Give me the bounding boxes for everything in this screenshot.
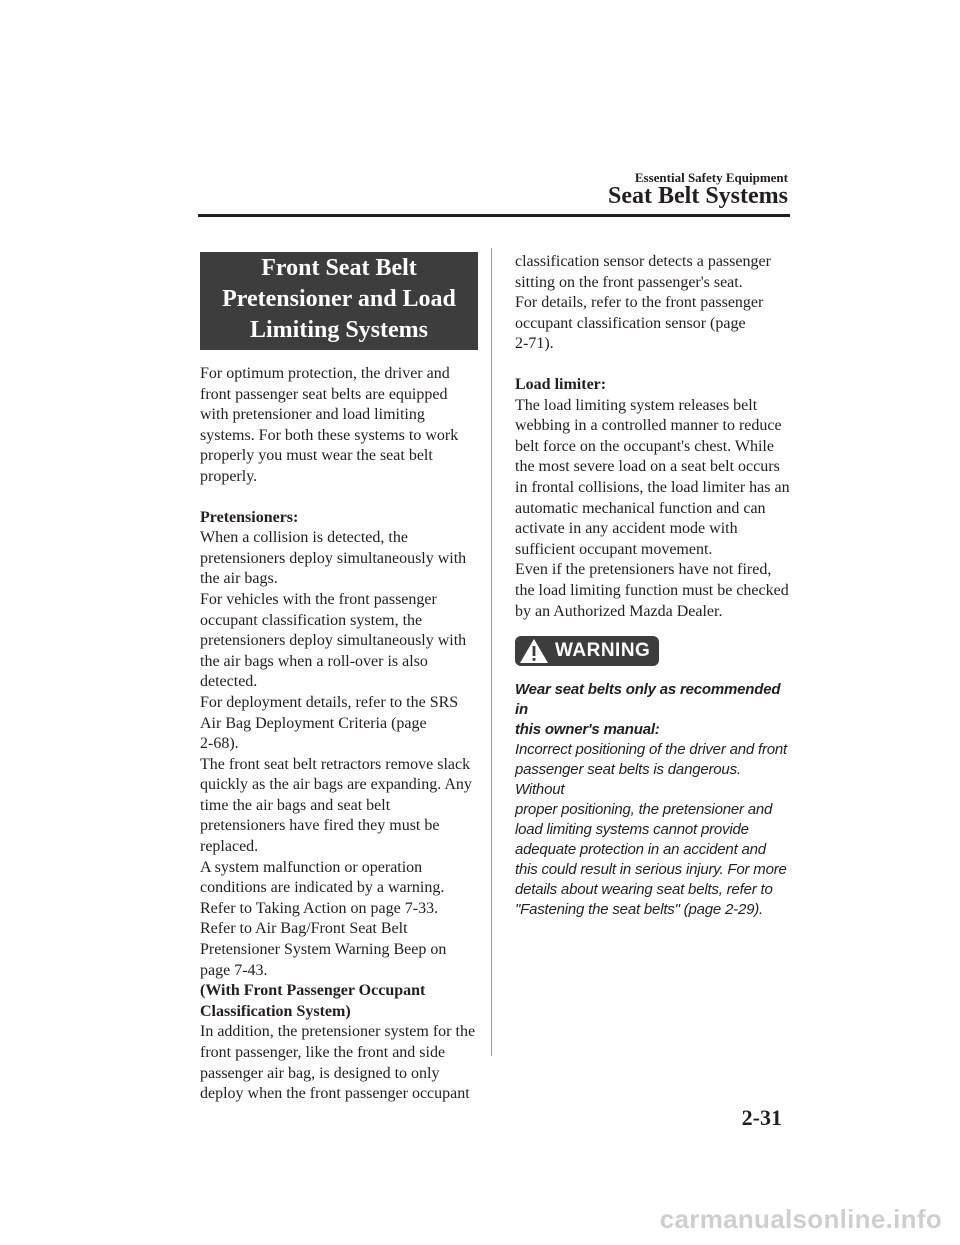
warning-heading: [515, 680, 790, 740]
banner-line: Limiting Systems: [249, 317, 428, 343]
text-line: sufficient occupant movement.: [515, 540, 713, 558]
text-line: deploy when the front passenger occupant: [200, 1085, 470, 1103]
watermark: carmanualsonline.info: [659, 1204, 942, 1234]
spacer: [200, 488, 478, 508]
text-line: properly.: [200, 467, 258, 485]
header-section-label: Essential Safety Equipment: [634, 170, 788, 185]
classification-heading: [200, 981, 478, 1022]
text-line: (With Front Passenger Occupant: [200, 982, 426, 1000]
text-line: pretensioners deploy simultaneously with: [200, 549, 467, 567]
banner-line: Pretensioner and Load: [222, 286, 456, 312]
text-line: Classification System): [200, 1002, 351, 1020]
pretensioners-body: [200, 528, 478, 981]
text-line: For optimum protection, the driver and: [200, 365, 450, 382]
text-line: the most severe load on a seat belt occurs: [515, 458, 780, 476]
text-line: passenger seat belts is dangerous. Without: [515, 761, 741, 799]
text-line: properly you must wear the seat belt: [200, 447, 433, 465]
text-line: in frontal collisions, the load limiter has an: [515, 478, 790, 496]
page-title: Seat Belt Systems: [608, 183, 788, 209]
text-line: load limiting systems cannot provide: [515, 821, 749, 839]
text-line: automatic mechanical function and can: [515, 499, 766, 517]
section-banner: [200, 252, 478, 350]
text-line: the air bags.: [200, 570, 278, 588]
text-line: pretensioners have fired they must be: [200, 817, 440, 835]
page-number: 2-31: [741, 1105, 782, 1130]
text-line: "Fastening the seat belts" (page 2-29).: [515, 901, 763, 919]
text-line: classification sensor detects a passenger: [515, 253, 771, 270]
continued-paragraph: [515, 252, 790, 355]
text-line: When a collision is detected, the: [200, 529, 408, 547]
text-line: Even if the pretensioners have not fired,: [515, 561, 772, 579]
text-line: proper positioning, the pretensioner and: [515, 801, 773, 819]
text-line: with pretensioner and load limiting: [200, 406, 425, 424]
text-line: The load limiting system releases belt: [515, 396, 758, 414]
text-line: Refer to Air Bag/Front Seat Belt: [200, 920, 408, 938]
intro-paragraph: [200, 364, 478, 488]
text-line: replaced.: [200, 838, 259, 856]
warning-body: [515, 740, 790, 920]
text-line: front passenger, like the front and side: [200, 1044, 446, 1061]
warning-text: [515, 680, 790, 920]
text-line: webbing in a controlled manner to reduce: [515, 417, 782, 435]
text-line: conditions are indicated by a warning.: [200, 879, 445, 897]
text-line: adequate protection in an accident and: [515, 841, 766, 859]
text-line: page 7-43.: [200, 961, 268, 979]
text-line: the air bags when a roll-over is also: [200, 652, 428, 670]
text-line: The front seat belt retractors remove slack: [200, 755, 471, 773]
text-line: pretensioners deploy simultaneously with: [200, 632, 467, 650]
text-line: occupant classification sensor (page: [515, 314, 746, 332]
text-line: details about wearing seat belts, refer to: [515, 881, 773, 899]
text-line: For details, refer to the front passenger: [515, 294, 764, 312]
left-column: [200, 252, 478, 1105]
text-line: passenger air bag, is designed to only: [200, 1064, 440, 1082]
text-line: Incorrect positioning of the driver and front: [515, 741, 787, 759]
text-line: Pretensioner System Warning Beep on: [200, 941, 447, 959]
text-line: 2-68).: [200, 735, 239, 753]
text-line: systems. For both these systems to work: [200, 426, 459, 444]
text-line: detected.: [200, 673, 258, 691]
text-line: activate in any accident mode with: [515, 520, 738, 538]
text-line: time the air bags and seat belt: [200, 796, 391, 814]
text-line: For deployment details, refer to the SRS: [200, 693, 459, 711]
text-line: 2-71).: [515, 335, 554, 353]
text-line: Refer to Taking Action on page 7-33.: [200, 899, 439, 917]
text-line: front passenger seat belts are equipped: [200, 385, 448, 403]
right-column: [515, 252, 790, 920]
text-line: belt force on the occupant's chest. While: [515, 437, 774, 455]
warning-label: WARNING: [555, 639, 651, 661]
text-line: quickly as the air bags are expanding. Any: [200, 776, 472, 794]
text-line: this owner's manual:: [515, 721, 660, 739]
classification-body: [200, 1022, 478, 1104]
load-limiter-body: [515, 396, 790, 623]
banner-line: Front Seat Belt: [261, 255, 417, 281]
text-line: by an Authorized Mazda Dealer.: [515, 602, 723, 620]
spacer: [515, 355, 790, 375]
text-line: In addition, the pretensioner system for the: [200, 1023, 476, 1041]
text-line: For vehicles with the front passenger: [200, 590, 437, 608]
pretensioners-heading: Pretensioners:: [200, 508, 299, 526]
header-rule: [198, 214, 790, 217]
text-line: Air Bag Deployment Criteria (page: [200, 714, 427, 732]
warning-triangle-icon: [519, 638, 549, 664]
load-limiter-heading: Load limiter:: [515, 375, 607, 393]
text-line: occupant classification system, the: [200, 611, 423, 629]
column-divider: [491, 248, 492, 1056]
warning-badge: [515, 636, 659, 666]
text-line: A system malfunction or operation: [200, 858, 423, 876]
text-line: Wear seat belts only as recommended in: [515, 681, 781, 719]
text-line: this could result in serious injury. For more: [515, 861, 787, 879]
text-line: sitting on the front passenger's seat.: [515, 273, 743, 291]
text-line: the load limiting function must be checked: [515, 581, 789, 599]
